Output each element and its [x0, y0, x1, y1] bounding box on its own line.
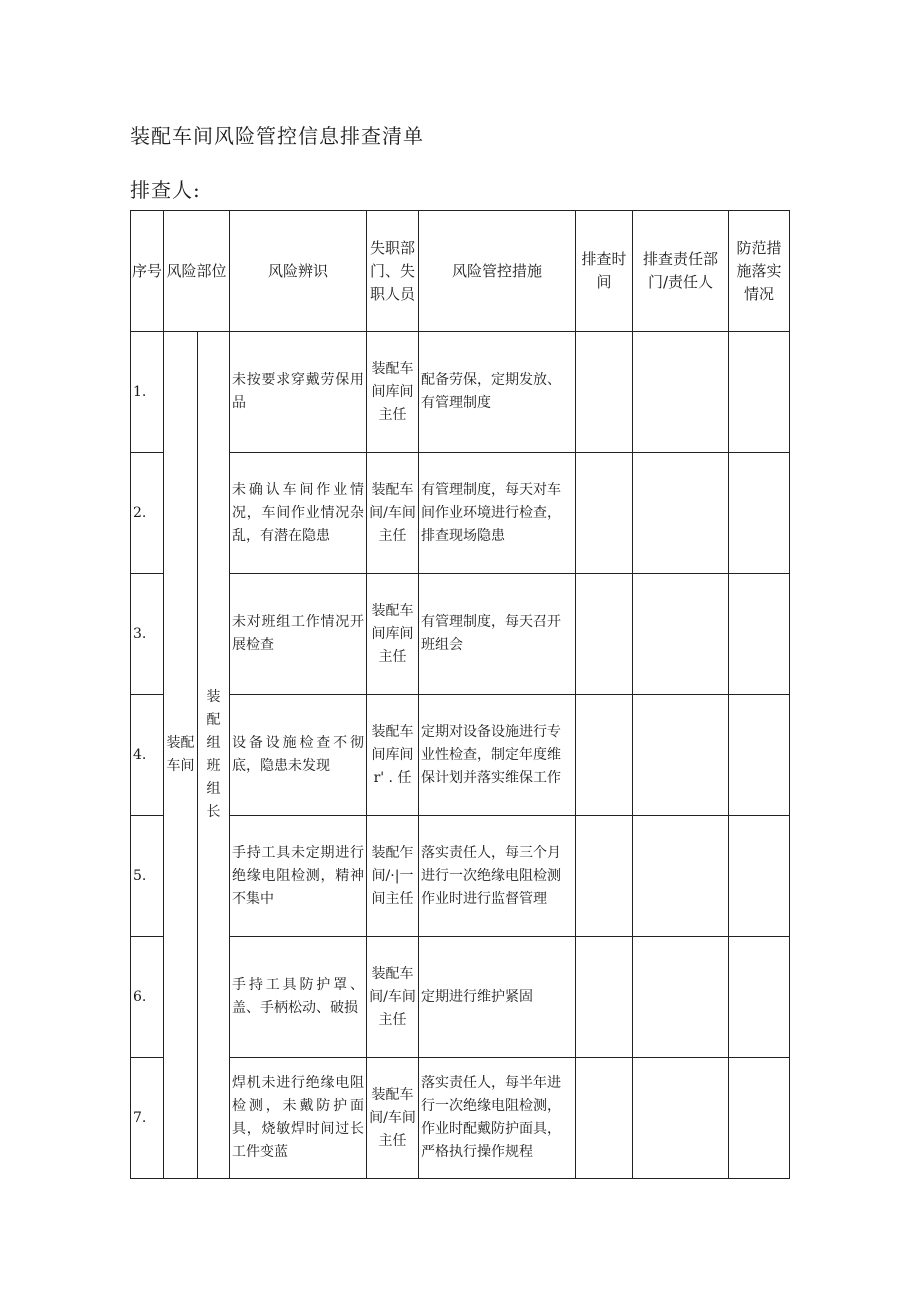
row-seq: 1.: [131, 332, 164, 453]
row-check-time: [576, 1058, 633, 1179]
row-measure: 定期进行维护紧固: [419, 937, 576, 1058]
row-implementation: [729, 816, 790, 937]
row-implementation: [729, 453, 790, 574]
header-seq: 序号: [131, 211, 164, 332]
header-measures: 风险管控措施: [419, 211, 576, 332]
document-title: 装配车间风险管控信息排查清单: [130, 124, 424, 148]
row-seq: 5.: [131, 816, 164, 937]
row-seq: 2.: [131, 453, 164, 574]
row-responsible: 装配车间库间主任: [367, 332, 419, 453]
row-implementation: [729, 695, 790, 816]
row-check-time: [576, 695, 633, 816]
table-header-row: [131, 211, 790, 332]
header-location: 风险部位: [164, 211, 230, 332]
header-implementation: 防范措施落实情况: [729, 211, 790, 332]
table-row: [131, 937, 790, 1058]
row-seq: 4.: [131, 695, 164, 816]
row-risk: 手持工具未定期进行绝缘电阻检测，精神不集中: [230, 816, 367, 937]
row-risk: 未确认车间作业情况，车间作业情况杂乱，有潜在隐患: [230, 453, 367, 574]
row-check-owner: [633, 332, 729, 453]
header-check-owner: 排查责任部门/责任人: [633, 211, 729, 332]
row-risk: 未按要求穿戴劳保用品: [230, 332, 367, 453]
row-check-time: [576, 574, 633, 695]
row-check-time: [576, 816, 633, 937]
row-measure: 有管理制度，每天对车间作业环境进行检查，排查现场隐患: [419, 453, 576, 574]
row-risk: 手持工具防护罩、盖、手柄松动、破损: [230, 937, 367, 1058]
row-measure: 落实责任人，每半年进行一次绝缘电阻检测，作业时配戴防护面具，严格执行操作规程: [419, 1058, 576, 1179]
location-post: 装配组班组长: [198, 332, 230, 1179]
row-implementation: [729, 574, 790, 695]
row-check-owner: [633, 695, 729, 816]
row-check-owner: [633, 937, 729, 1058]
row-responsible: 装配车间/车间主任: [367, 1058, 419, 1179]
inspector-label: 排查人:: [130, 178, 201, 202]
row-check-owner: [633, 1058, 729, 1179]
location-area: 装配车间: [164, 332, 198, 1179]
row-seq: 7.: [131, 1058, 164, 1179]
row-measure: 有管理制度，每天召开班组会: [419, 574, 576, 695]
row-check-owner: [633, 453, 729, 574]
row-risk: 未对班组工作情况开展检查: [230, 574, 367, 695]
header-identification: 风险辨识: [230, 211, 367, 332]
row-measure: 配备劳保，定期发放、有管理制度: [419, 332, 576, 453]
table-row: [131, 332, 790, 453]
row-implementation: [729, 937, 790, 1058]
row-risk: 设备设施检查不彻底，隐患未发现: [230, 695, 367, 816]
row-responsible: 装配车间库间 r' . 任: [367, 695, 419, 816]
row-check-time: [576, 453, 633, 574]
row-seq: 6.: [131, 937, 164, 1058]
risk-table: [130, 210, 790, 1179]
row-measure: 落实责任人，每三个月进行一次绝缘电阻检测作业时进行监督管理: [419, 816, 576, 937]
row-risk: 焊机未进行绝缘电阻检测，未戴防护面具，烧敏焊时间过长工件变蓝: [230, 1058, 367, 1179]
table-row: [131, 816, 790, 937]
row-responsible: 装配车间/车间主任: [367, 937, 419, 1058]
table-row: [131, 1058, 790, 1179]
row-measure: 定期对设备设施进行专业性检查，制定年度维保计划并落实维保工作: [419, 695, 576, 816]
row-check-owner: [633, 816, 729, 937]
row-implementation: [729, 332, 790, 453]
row-responsible: 装配乍间/·|一间主任: [367, 816, 419, 937]
table-row: [131, 453, 790, 574]
row-check-time: [576, 332, 633, 453]
row-implementation: [729, 1058, 790, 1179]
row-check-owner: [633, 574, 729, 695]
table-row: [131, 695, 790, 816]
header-responsible: 失职部门、失职人员: [367, 211, 419, 332]
row-responsible: 装配车间/车间主任: [367, 453, 419, 574]
row-responsible: 装配车间库间主任: [367, 574, 419, 695]
row-check-time: [576, 937, 633, 1058]
header-check-time: 排查时间: [576, 211, 633, 332]
row-seq: 3.: [131, 574, 164, 695]
table-row: [131, 574, 790, 695]
